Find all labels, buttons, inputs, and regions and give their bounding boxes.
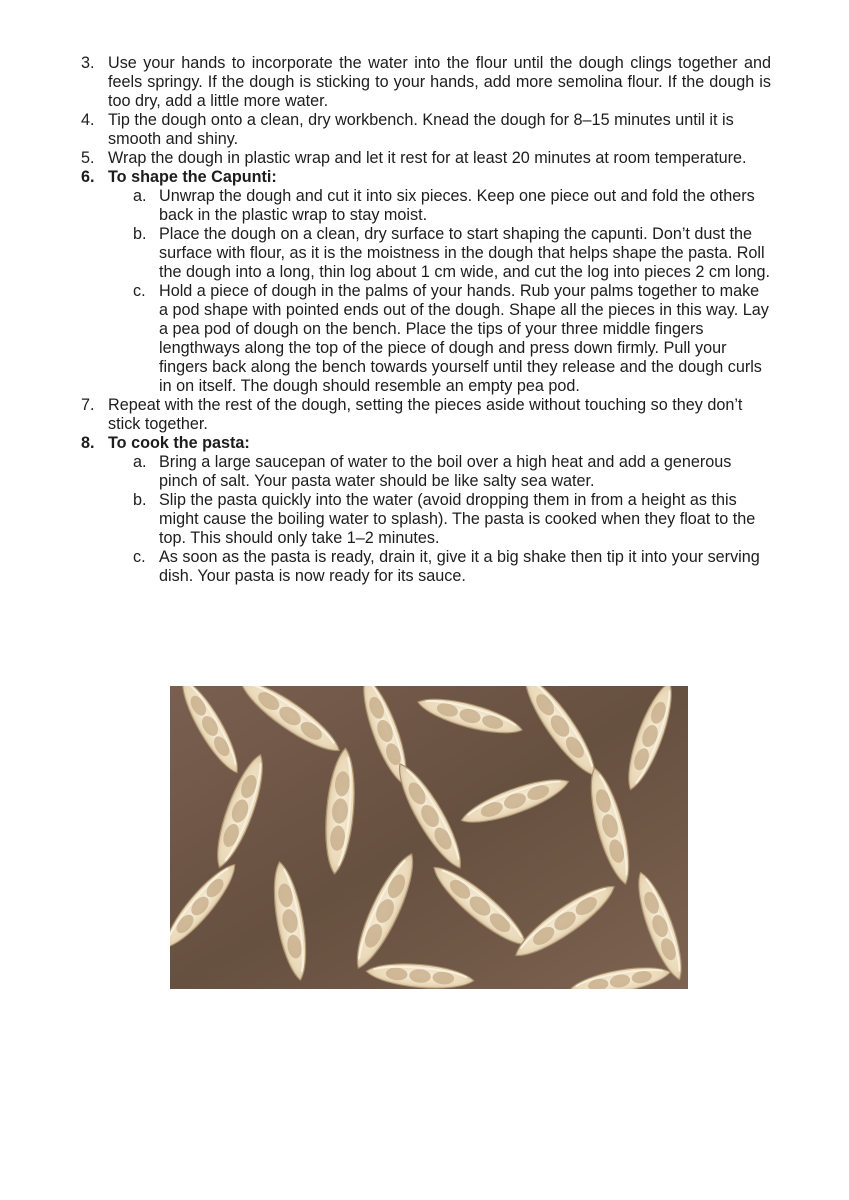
step-text: Use your hands to incorporate the water into the flour until the dough clings together and feels springy. If the dough is sticking to your hands, add more semolina flour. If the dough is too dry, add a little more water.	[108, 54, 771, 110]
substep-letter: b.	[133, 491, 147, 509]
substep-8c	[81, 548, 771, 586]
recipe-method	[81, 54, 771, 586]
substep-text: Slip the pasta quickly into the water (avoid dropping them in from a height as this might cause the boiling water to splash). The pasta is cooked when they float to the top. This should only take 1–2 minutes.	[159, 491, 756, 547]
substep-letter: b.	[133, 225, 147, 243]
step-3	[81, 54, 771, 111]
step-6	[81, 168, 771, 187]
step-7	[81, 396, 771, 434]
step-5	[81, 149, 771, 168]
substep-6c	[81, 282, 771, 396]
shape-substeps	[81, 187, 771, 396]
step-8	[81, 434, 771, 453]
capunti-pasta-photo	[170, 686, 688, 989]
step-number: 7.	[81, 396, 95, 414]
step-text: Repeat with the rest of the dough, setting the pieces aside without touching so they don’t stick together.	[108, 396, 743, 433]
substep-letter: a.	[133, 453, 147, 471]
substep-text: Hold a piece of dough in the palms of your hands. Rub your palms together to make a pod shape with pointed ends out of the dough. Shape all the pieces in this way. Lay a pea pod of dough on the bench. Place the tips of your three middle fingers lengthways along the top of the piece of dough and press down firmly. Pull your fingers back along the bench towards yourself until they release and the dough curls in on itself. The dough should resemble an empty pea pod.	[159, 282, 769, 395]
pasta-illustration	[170, 686, 688, 989]
step-number: 4.	[81, 111, 95, 129]
step-4	[81, 111, 771, 149]
substep-8a	[81, 453, 771, 491]
substep-6b	[81, 225, 771, 282]
step-text: Wrap the dough in plastic wrap and let it rest for at least 20 minutes at room temperature.	[108, 149, 747, 167]
substep-letter: c.	[133, 282, 146, 300]
step-text: Tip the dough onto a clean, dry workbench. Knead the dough for 8–15 minutes until it is smooth and shiny.	[108, 111, 734, 148]
step-number: 3.	[81, 54, 95, 72]
substep-letter: a.	[133, 187, 147, 205]
substep-text: Bring a large saucepan of water to the boil over a high heat and add a generous pinch of salt. Your pasta water should be like salty sea water.	[159, 453, 732, 490]
cook-substeps	[81, 453, 771, 586]
step-number: 5.	[81, 149, 95, 167]
substep-6a	[81, 187, 771, 225]
substep-letter: c.	[133, 548, 146, 566]
substep-8b	[81, 491, 771, 548]
step-number: 6.	[81, 168, 95, 186]
step-number: 8.	[81, 434, 95, 452]
section-heading: To shape the Capunti:	[108, 168, 277, 186]
substep-text: Unwrap the dough and cut it into six pieces. Keep one piece out and fold the others back in the plastic wrap to stay moist.	[159, 187, 755, 224]
substep-text: As soon as the pasta is ready, drain it, give it a big shake then tip it into your serving dish. Your pasta is now ready for its sauce.	[159, 548, 760, 585]
section-heading: To cook the pasta:	[108, 434, 250, 452]
substep-text: Place the dough on a clean, dry surface to start shaping the capunti. Don’t dust the surface with flour, as it is the moistness in the dough that helps shape the pasta. Roll the dough into a long, thin log about 1 cm wide, and cut the log into pieces 2 cm long.	[159, 225, 771, 281]
